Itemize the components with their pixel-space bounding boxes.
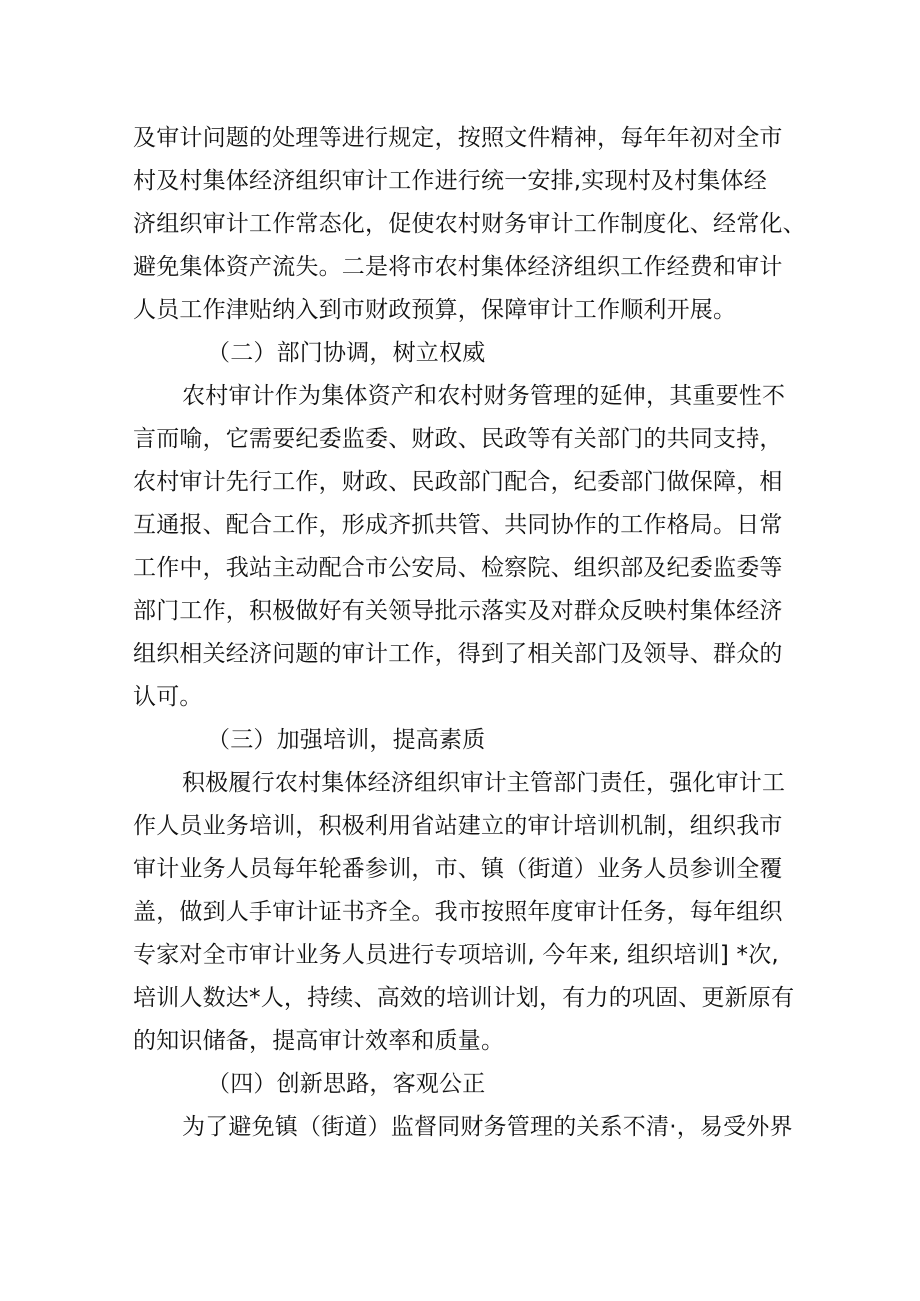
paragraph-1-line-2: 村及村集体经济组织审计工作进行统一安排,实现村及村集体经: [133, 168, 767, 194]
paragraph-2-line-1: 农村审计作为集体资产和农村财务管理的延伸，其重要性不: [182, 383, 786, 409]
paragraph-1-line-4: 避免集体资产流失。二是将市农村集体经济组织工作经费和审计: [133, 254, 783, 280]
paragraph-2-line-8: 认可。: [133, 684, 203, 710]
paragraph-2-line-6: 部门工作，积极做好有关领导批示落实及对群众反映村集体经济: [133, 598, 783, 624]
paragraph-3-line-6: 培训人数达*人，持续、高效的培训计划，有力的巩固、更新原有: [133, 985, 795, 1011]
paragraph-3-line-2: 作人员业务培训，积极利用省站建立的审计培训机制，组织我市: [133, 813, 783, 839]
paragraph-1-line-3: 济组织审计工作常态化，促使农村财务审计工作制度化、经常化、: [133, 211, 806, 237]
paragraph-2-line-5: 工作中，我站主动配合市公安局、检察院、组织部及纪委监委等: [133, 555, 783, 581]
paragraph-3-line-3: 审计业务人员每年轮番参训，市、镇（街道）业务人员参训全覆: [133, 856, 783, 882]
paragraph-1-line-5: 人员工作津贴纳入到市财政预算，保障审计工作顺利开展。: [133, 297, 737, 323]
paragraph-3-line-1: 积极履行农村集体经济组织审计主管部门责任，强化审计工: [182, 770, 786, 796]
paragraph-4-line-1: 为了避免镇（街道）监督同财务管理的关系不清·，易受外界: [182, 1114, 793, 1140]
paragraph-1-line-1: 及审计问题的处理等进行规定，按照文件精神，每年年初对全市: [133, 125, 783, 151]
section-heading-2: （二）部门协调，树立权威: [207, 340, 486, 366]
section-heading-3: （三）加强培训，提高素质: [207, 727, 486, 753]
section-heading-4: （四）创新思路，客观公正: [207, 1071, 486, 1097]
paragraph-2-line-7: 组织相关经济问题的审计工作，得到了相关部门及领导、群众的: [133, 641, 783, 667]
paragraph-3-line-7: 的知识储备，提高审计效率和质量。: [133, 1028, 505, 1054]
paragraph-3-line-5: 专家对全市审计业务人员进行专项培训, 今年来, 组织培训] *次,: [133, 942, 779, 968]
paragraph-3-line-4: 盖，做到人手审计证书齐全。我市按照年度审计任务，每年组织: [133, 899, 783, 925]
paragraph-2-line-3: 农村审计先行工作，财政、民政部门配合，纪委部门做保障，相: [133, 469, 783, 495]
paragraph-2-line-2: 言而喻，它需要纪委监委、财政、民政等有关部门的共同支持，: [133, 426, 783, 452]
paragraph-2-line-4: 互通报、配合工作，形成齐抓共管、共同协作的工作格局。日常: [133, 512, 783, 538]
